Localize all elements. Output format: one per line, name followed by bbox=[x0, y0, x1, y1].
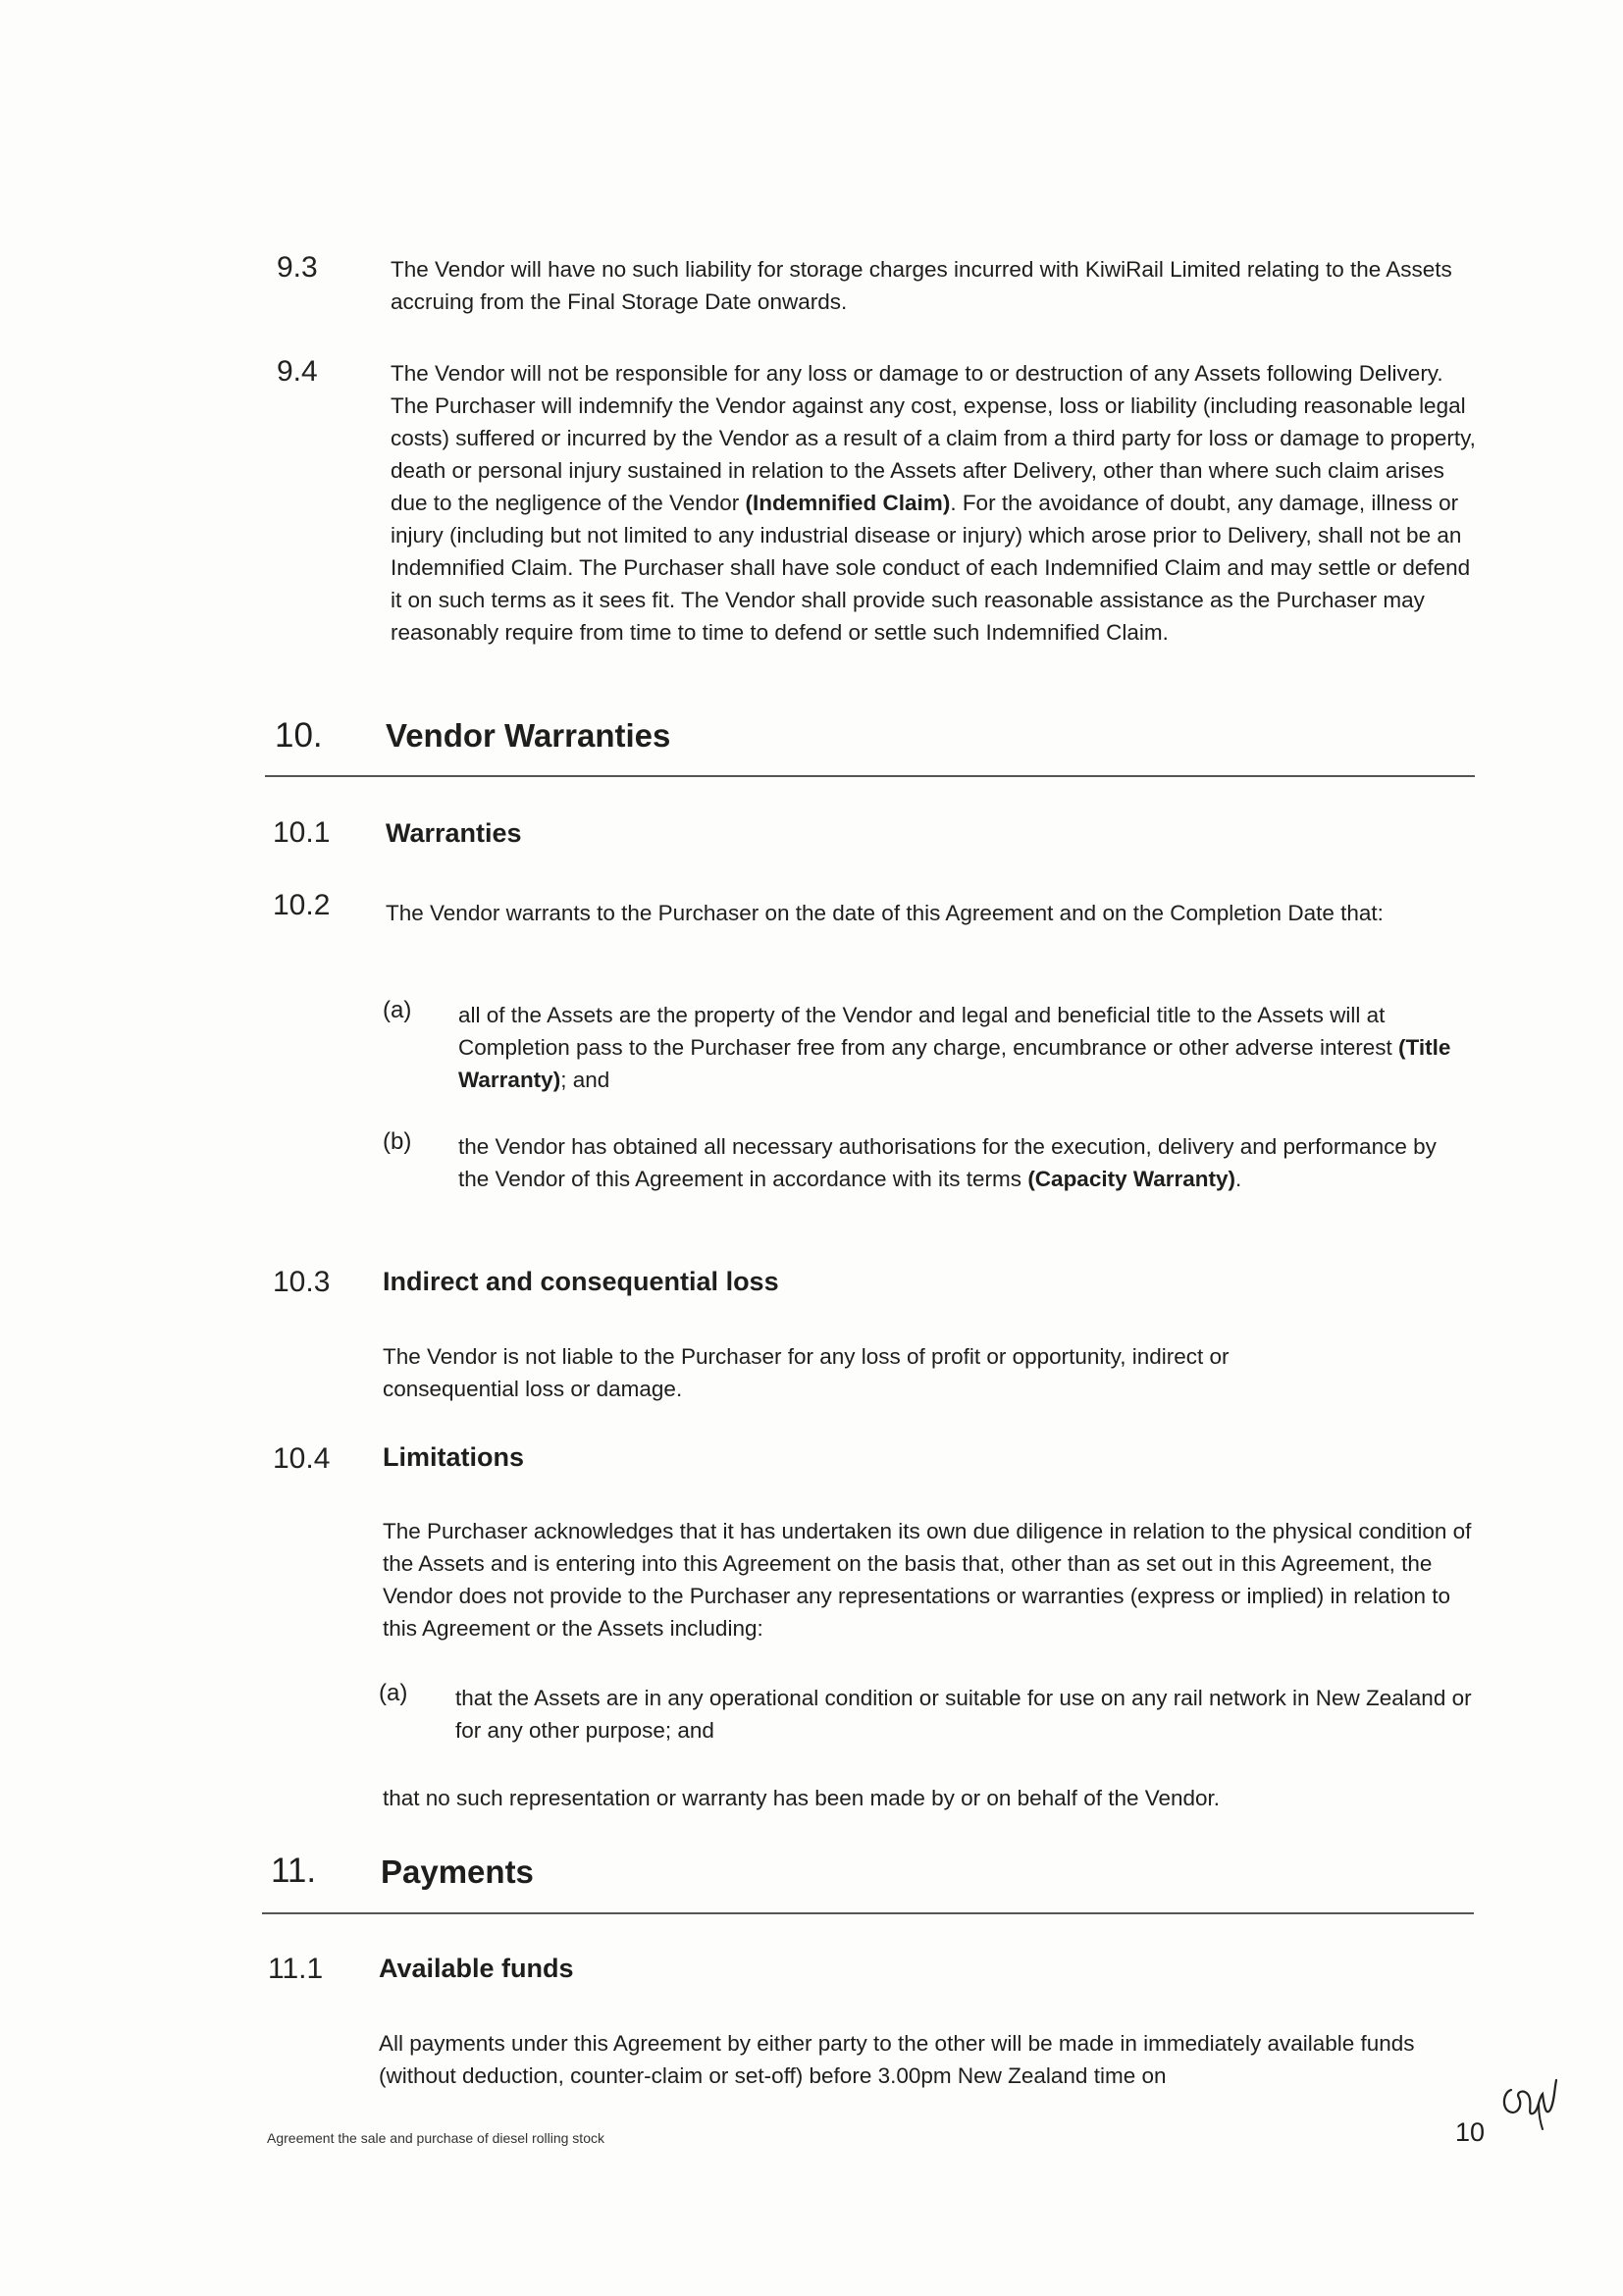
clause-text-10-4: The Purchaser acknowledges that it has undertaken its own due diligence in relation to the physical condition of the Assets and is entering into this Agreement on the basis that, other than as set out in this Agreement, the Vendor does not provide to the Purchaser any representations or warranties (express or implied) in relation to this Agreement or the Assets including: bbox=[383, 1519, 1472, 1641]
section-number-10: 10. bbox=[275, 716, 323, 755]
clause-closing-10-4: that no such representation or warranty has been made by or on behalf of the Vendor. bbox=[383, 1786, 1221, 1810]
defined-term-indemnified-claim: (Indemnified Claim) bbox=[745, 491, 951, 515]
clause-text-9-4-part-b: . For the avoidance of doubt, any damage, illness or injury (including but not limited to any industrial disease or injury) which arose prior to Delivery, shall not be an Indemnified Claim. The Purchaser shall have sole conduct of each Indemnified Claim and may settle or defend it on such terms as it sees fit. The Vendor shall provide such reasonable assistance as the Purchaser may reasonably require from time to time to defend or settle such Indemnified Claim. bbox=[391, 491, 1471, 645]
clause-title-available-funds: Available funds bbox=[379, 1954, 574, 1983]
clause-title-indirect-loss: Indirect and consequential loss bbox=[383, 1267, 779, 1296]
item-label-10-2-a: (a) bbox=[383, 997, 412, 1023]
handwritten-initials bbox=[1499, 2070, 1562, 2131]
item-label-10-4-a: (a) bbox=[379, 1680, 408, 1706]
clause-text-9-4 bbox=[391, 357, 1485, 649]
defined-term-capacity-warranty: (Capacity Warranty) bbox=[1027, 1167, 1236, 1191]
item-text-10-2-b-part-a: the Vendor has obtained all necessary authorisations for the execution, delivery and performance by the Vendor of this Agreement in accordance with its terms bbox=[458, 1134, 1437, 1191]
section-number-11: 11. bbox=[271, 1852, 317, 1890]
item-text-10-2-b bbox=[458, 1130, 1440, 1195]
clause-text-9-4-part-a: The Vendor will not be responsible for any loss or damage to or destruction of any Assets following Delivery. The Purchaser will indemnify the Vendor against any cost, expense, loss or liability (including reasonable legal costs) suffered or incurred by the Vendor as a result of a claim from a third party for loss or damage to property, death or personal injury sustained in relation to the Assets after Delivery, other than where such claim arises due to the negligence of the Vendor bbox=[391, 361, 1476, 515]
section-title-vendor-warranties: Vendor Warranties bbox=[386, 717, 671, 754]
section-divider-11 bbox=[262, 1912, 1474, 1914]
clause-title-limitations: Limitations bbox=[383, 1442, 525, 1472]
item-text-10-2-a-part-b: ; and bbox=[560, 1068, 610, 1092]
clause-text-11-1: All payments under this Agreement by either party to the other will be made in immediately available funds (without deduction, counter-claim or set-off) before 3.00pm New Zealand time on bbox=[379, 2031, 1415, 2088]
clause-number-10-1: 10.1 bbox=[273, 816, 331, 849]
defined-term-title-warranty: (Title Warranty) bbox=[458, 1035, 1451, 1092]
section-title-payments: Payments bbox=[381, 1853, 534, 1890]
item-label-10-2-b: (b) bbox=[383, 1128, 412, 1155]
item-text-10-2-a-part-a: all of the Assets are the property of the Vendor and legal and beneficial title to the Assets will at Completion pass to the Purchaser free from any charge, encumbrance or other adverse interest bbox=[458, 1003, 1398, 1060]
clause-number-10-4: 10.4 bbox=[273, 1442, 331, 1475]
clause-title-warranties: Warranties bbox=[386, 818, 522, 848]
clause-text-9-3: The Vendor will have no such liability for storage charges incurred with KiwiRail Limited relating to the Assets accruing from the Final Storage Date onwards. bbox=[391, 257, 1452, 314]
clause-text-10-2: The Vendor warrants to the Purchaser on the date of this Agreement and on the Completion Date that: bbox=[386, 901, 1384, 925]
clause-number-9-3: 9.3 bbox=[277, 251, 318, 284]
footer-page-number: 10 bbox=[1455, 2117, 1486, 2147]
item-text-10-2-a bbox=[458, 999, 1479, 1096]
clause-number-10-2: 10.2 bbox=[273, 889, 331, 921]
clause-number-9-4: 9.4 bbox=[277, 355, 318, 388]
item-text-10-2-b-part-b: . bbox=[1235, 1167, 1242, 1191]
section-divider-10 bbox=[265, 775, 1475, 777]
clause-number-11-1: 11.1 bbox=[268, 1953, 324, 1985]
clause-text-10-3: The Vendor is not liable to the Purchaser for any loss of profit or opportunity, indirect or consequential loss or damage. bbox=[383, 1344, 1230, 1401]
item-text-10-4-a: that the Assets are in any operational condition or suitable for use on any rail network in New Zealand or for any other purpose; and bbox=[455, 1686, 1472, 1743]
clause-number-10-3: 10.3 bbox=[273, 1266, 331, 1298]
footer-document-title: Agreement the sale and purchase of diesel rolling stock bbox=[267, 2130, 604, 2146]
